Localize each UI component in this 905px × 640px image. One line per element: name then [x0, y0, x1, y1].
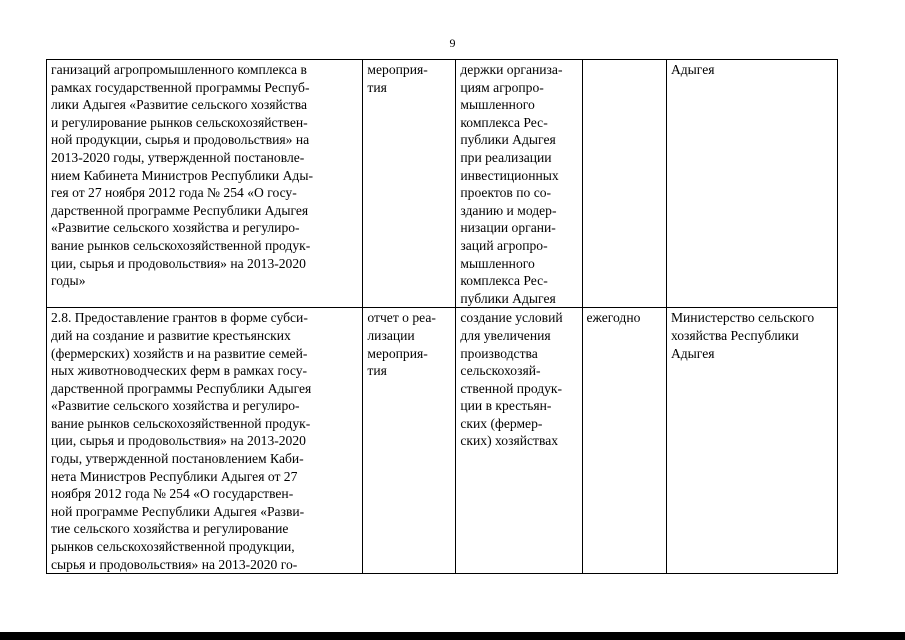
expected-result-cell: держки организа- циям агропро- мышленного комплекса Рес- публики Адыгея при реализации инвестиционных проектов по со- зданию и модер- низации органи- заций агропро- мышленного комплекса Рес- публики Адыгея [456, 60, 582, 308]
table-row [47, 308, 838, 574]
responsible-cell: Министерство сельского хозяйства Республики Адыгея [666, 308, 837, 574]
measure-cell: ганизаций агропромышленного комплекса в рамках государственной программы Респуб- лики Адыгея «Развитие сельского хозяйства и регулирование рынков сельскохозяйствен- ной продукции, сырья и продовольствия» на 2013-2020 годы, утвержденной постановле- нием Кабинета Министров Республики Ады- гея от 27 ноября 2012 года № 254 «О госу- дарственной программе Республики Адыгея «Развитие сельского хозяйства и регулиро- вание рынков сельскохозяйственной продук- ции, сырья и продовольствия» на 2013-2020 годы» [47, 60, 363, 308]
table-row [47, 60, 838, 308]
period-cell: ежегодно [582, 308, 666, 574]
expected-result-cell: создание условий для увеличения производства сельскохозяй- ственной продук- ции в крестьян- ских (фермер- ских) хозяйствах [456, 308, 582, 574]
scan-edge-border [0, 632, 905, 640]
measure-cell: 2.8. Предоставление грантов в форме субси- дий на создание и развитие крестьянских (фермерских) хозяйств и на развитие семей- ных животноводческих ферм в рамках госу- дарственной программы Республики Адыгея «Развитие сельского хозяйства и регулиро- вание рынков сельскохозяйственной продук- ции, сырья и продовольствия» на 2013-2020 годы, утвержденной постановлением Каби- нета Министров Республики Адыгея от 27 ноября 2012 года № 254 «О государствен- ной программе Республики Адыгея «Разви- тие сельского хозяйства и регулирование рынков сельскохозяйственной продукции, сырья и продовольствия» на 2013-2020 го- [47, 308, 363, 574]
report-form-cell: мероприя- тия [363, 60, 456, 308]
report-form-cell: отчет о реа- лизации мероприя- тия [363, 308, 456, 574]
measures-table [46, 59, 838, 574]
period-cell [582, 60, 666, 308]
responsible-cell: Адыгея [666, 60, 837, 308]
page-number: 9 [449, 36, 456, 50]
